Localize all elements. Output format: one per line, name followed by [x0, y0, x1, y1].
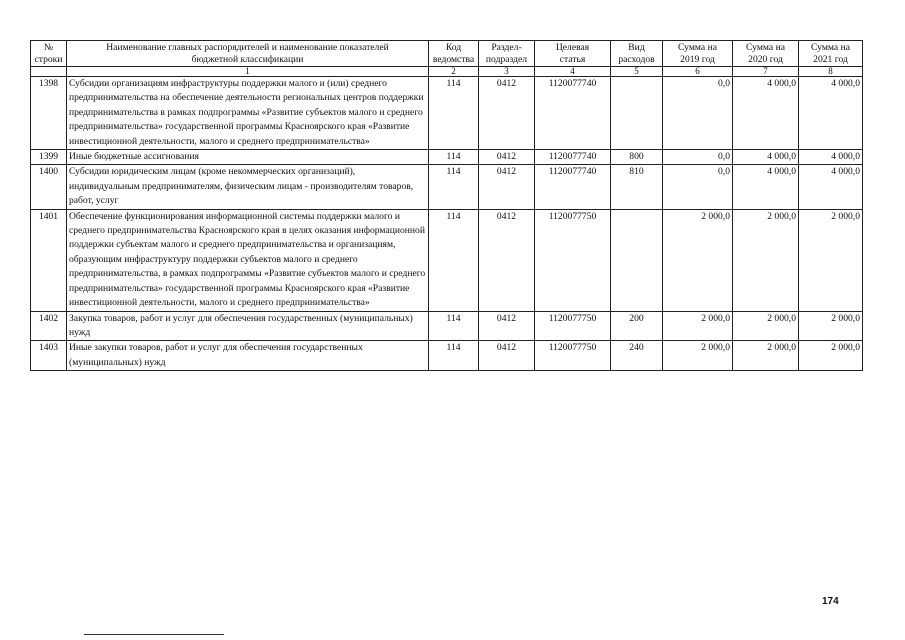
row-target-article: 1120077740 — [535, 165, 611, 209]
header-target-line1: Целевая — [555, 42, 590, 53]
row-expense-type: 200 — [611, 311, 663, 341]
row-sum-2020: 4 000,0 — [733, 150, 799, 165]
header-name-line1: Наименование главных распорядителей и наименование показателей — [106, 42, 389, 53]
budget-table — [30, 40, 863, 371]
row-section: 0412 — [479, 311, 535, 341]
header-section-line1: Раздел- — [491, 42, 522, 53]
column-number: 5 — [611, 67, 663, 77]
row-dept-code: 114 — [429, 209, 479, 311]
row-sum-2019: 2 000,0 — [663, 311, 733, 341]
row-sum-2021: 4 000,0 — [799, 165, 863, 209]
row-number: 1399 — [31, 150, 67, 165]
row-name: Субсидии организациям инфраструктуры поддержки малого и (или) среднего предпринимательства на обеспечение деятельности региональных центров поддержки предпринимательства в рамках подпрограммы «Развитие субъектов малого и среднего предпринимательства» государственной программы Красноярского края «Развитие инвестиционной деятельности, малого и среднего предпринимательства» — [67, 77, 429, 150]
header-target-line2: статья — [559, 53, 586, 65]
header-s2019-line1: Сумма на — [678, 42, 717, 53]
row-expense-type — [611, 77, 663, 150]
row-number: 1400 — [31, 165, 67, 209]
header-type-line1: Вид — [628, 42, 645, 53]
header-s2021-line2: 2021 год — [813, 53, 848, 65]
row-number: 1401 — [31, 209, 67, 311]
header-dept-line2: ведомства — [432, 53, 475, 65]
column-number: 2 — [429, 67, 479, 77]
column-number: 4 — [535, 67, 611, 77]
column-number — [31, 67, 67, 77]
header-section — [479, 41, 535, 67]
row-sum-2019: 2 000,0 — [663, 209, 733, 311]
header-dept-line1: Код — [445, 42, 462, 53]
row-expense-type — [611, 209, 663, 311]
header-section-line2: подраздел — [485, 53, 528, 65]
row-expense-type: 810 — [611, 165, 663, 209]
header-sum-2020 — [733, 41, 799, 67]
header-name — [67, 41, 429, 67]
row-dept-code: 114 — [429, 150, 479, 165]
header-s2020-line2: 2020 год — [748, 53, 783, 65]
header-target-article — [535, 41, 611, 67]
table-row — [31, 311, 863, 341]
header-name-line2: бюджетной классификации — [191, 53, 304, 65]
header-s2020-line1: Сумма на — [746, 42, 785, 53]
row-sum-2021: 2 000,0 — [799, 311, 863, 341]
column-number: 6 — [663, 67, 733, 77]
row-section: 0412 — [479, 165, 535, 209]
row-name: Иные закупки товаров, работ и услуг для обеспечения государственных (муниципальных) нужд — [67, 341, 429, 371]
row-number: 1403 — [31, 341, 67, 371]
column-number-row — [31, 67, 863, 77]
row-dept-code: 114 — [429, 341, 479, 371]
table-row — [31, 77, 863, 150]
row-sum-2020: 4 000,0 — [733, 165, 799, 209]
row-name: Иные бюджетные ассигнования — [67, 150, 429, 165]
row-number: 1398 — [31, 77, 67, 150]
row-sum-2019: 0,0 — [663, 165, 733, 209]
table-row — [31, 341, 863, 371]
row-expense-type: 800 — [611, 150, 663, 165]
column-number: 1 — [67, 67, 429, 77]
page-number: 174 — [822, 596, 839, 607]
row-section: 0412 — [479, 341, 535, 371]
header-row-number — [31, 41, 67, 67]
row-target-article: 1120077740 — [535, 77, 611, 150]
row-name: Обеспечение функционирования информационной системы поддержки малого и среднего предпринимательства Красноярского края в целях оказания информационной поддержки субъектам малого и среднего предпринимательства и организациям, образующим инфраструктуру поддержки субъектов малого и среднего предпринимательства, в рамках подпрограммы «Развитие субъектов малого и среднего предпринимательства» государственной программы Красноярского края «Развитие инвестиционной деятельности, малого и среднего предпринимательства» — [67, 209, 429, 311]
row-name: Закупка товаров, работ и услуг для обеспечения государственных (муниципальных) нужд — [67, 311, 429, 341]
row-sum-2020: 2 000,0 — [733, 311, 799, 341]
row-name: Субсидии юридическим лицам (кроме некоммерческих организаций), индивидуальным предпринимателям, физическим лицам - производителям товаров, работ, услуг — [67, 165, 429, 209]
row-sum-2019: 0,0 — [663, 150, 733, 165]
header-row-number-line2: строки — [34, 53, 63, 65]
header-sum-2019 — [663, 41, 733, 67]
row-section: 0412 — [479, 209, 535, 311]
table-header-row — [31, 41, 863, 67]
row-sum-2020: 2 000,0 — [733, 341, 799, 371]
row-number: 1402 — [31, 311, 67, 341]
header-dept-code — [429, 41, 479, 67]
row-target-article: 1120077750 — [535, 209, 611, 311]
row-sum-2020: 4 000,0 — [733, 77, 799, 150]
column-number: 7 — [733, 67, 799, 77]
table-row — [31, 150, 863, 165]
table-row — [31, 209, 863, 311]
row-section: 0412 — [479, 150, 535, 165]
column-number: 3 — [479, 67, 535, 77]
column-number: 8 — [799, 67, 863, 77]
header-expense-type — [611, 41, 663, 67]
row-dept-code: 114 — [429, 311, 479, 341]
header-row-number-line1: № — [43, 42, 54, 53]
table-row — [31, 165, 863, 209]
row-sum-2020: 2 000,0 — [733, 209, 799, 311]
row-sum-2021: 2 000,0 — [799, 341, 863, 371]
row-sum-2021: 4 000,0 — [799, 77, 863, 150]
row-target-article: 1120077740 — [535, 150, 611, 165]
row-target-article: 1120077750 — [535, 341, 611, 371]
row-sum-2021: 2 000,0 — [799, 209, 863, 311]
header-s2019-line2: 2019 год — [680, 53, 715, 65]
row-sum-2021: 4 000,0 — [799, 150, 863, 165]
row-sum-2019: 0,0 — [663, 77, 733, 150]
row-dept-code: 114 — [429, 165, 479, 209]
footnote-divider — [84, 634, 224, 635]
row-section: 0412 — [479, 77, 535, 150]
header-type-line2: расходов — [618, 53, 655, 65]
row-expense-type: 240 — [611, 341, 663, 371]
header-s2021-line1: Сумма на — [811, 42, 850, 53]
row-target-article: 1120077750 — [535, 311, 611, 341]
row-dept-code: 114 — [429, 77, 479, 150]
header-sum-2021 — [799, 41, 863, 67]
row-sum-2019: 2 000,0 — [663, 341, 733, 371]
